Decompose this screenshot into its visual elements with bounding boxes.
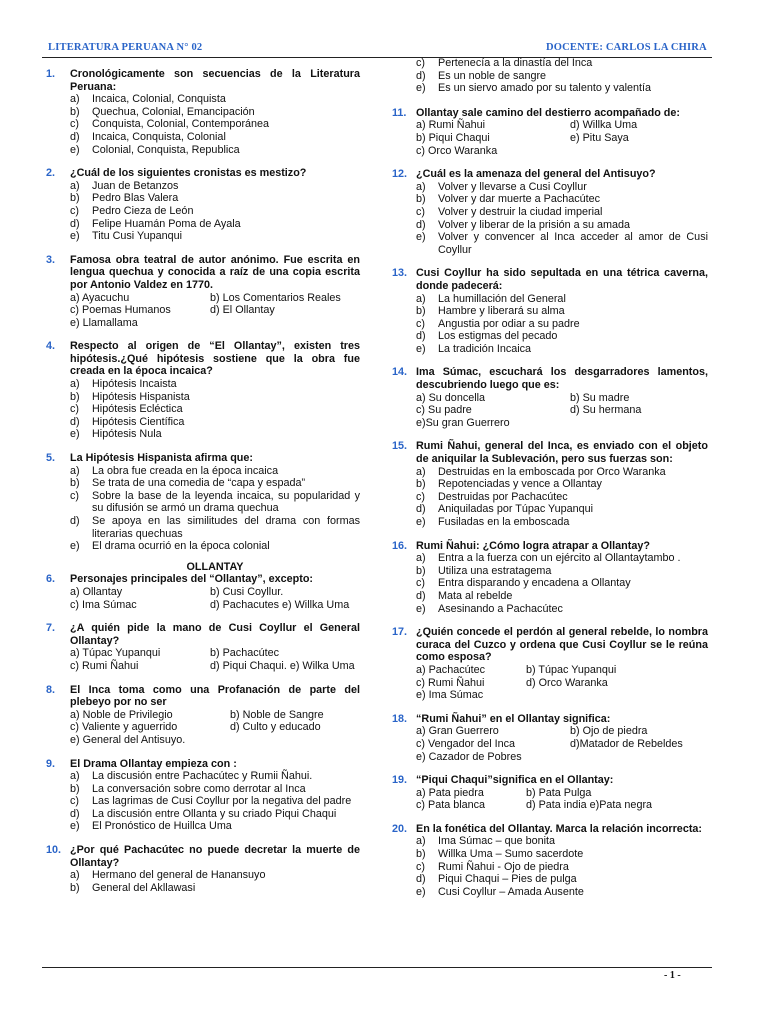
option: c) Pertenecía a la dinastía del Inca xyxy=(416,57,593,69)
option: a) Ima Súmac – que bonita xyxy=(416,835,556,848)
option-row: c) Rumi Ñahui d) Orco Waranka xyxy=(416,676,608,689)
option-row: c) Poemas Humanos d) El Ollantay xyxy=(70,304,275,317)
option-row: a) Pachacútec b) Túpac Yupanqui xyxy=(416,663,617,676)
right-column xyxy=(392,57,708,909)
option: e) Es un siervo amado por su talento y valentía xyxy=(416,82,652,95)
question-7 xyxy=(46,622,360,672)
question-text: La Hipótesis Hispanista afirma que: xyxy=(70,452,253,465)
question-3 xyxy=(46,254,360,330)
option-row: a) Su doncella b) Su madre xyxy=(416,391,630,404)
option-row: e) General del Antisuyo. xyxy=(70,733,186,746)
option-row: e) Cazador de Pobres xyxy=(416,750,522,763)
option: b) Utiliza una estratagema xyxy=(416,564,552,577)
option: e) Hipótesis Nula xyxy=(70,428,162,441)
option: a) La discusión entre Pachacútec y Rumii Ñahui. xyxy=(70,770,313,783)
option-row: e) Llamallama xyxy=(70,316,138,329)
question-text: Cusi Coyllur ha sido sepultada en una tétrica caverna, donde padecerá: xyxy=(416,267,708,292)
option: d) Los estigmas del pecado xyxy=(416,330,558,343)
question-text: Cronológicamente son secuencias de la Literatura Peruana: xyxy=(70,68,360,93)
question-5 xyxy=(46,452,360,553)
option-row: a) Rumi Ñahui d) Willka Uma xyxy=(416,119,638,132)
option-row: c) Su padre d) Su hermana xyxy=(416,404,642,417)
question-number: 17. xyxy=(392,626,408,639)
option: e) Fusiladas en la emboscada xyxy=(416,516,570,528)
question-1 xyxy=(46,68,360,156)
question-number: 7. xyxy=(46,622,56,635)
question-18 xyxy=(392,713,708,763)
question-text: Rumi Ñahui: ¿Cómo logra atrapar a Ollantay? xyxy=(416,539,650,552)
question-14 xyxy=(392,366,708,429)
option-row: c) Orco Waranka xyxy=(416,144,498,157)
option-row: a) Ollantay b) Cusi Coyllur. xyxy=(70,585,284,598)
option: d) Se apoya en las similitudes del drama con formas literarias quechuas xyxy=(70,515,360,540)
question-number: 1. xyxy=(46,68,56,80)
question-number: 9. xyxy=(46,757,56,770)
option: a) Destruidas en la emboscada por Orco Waranka xyxy=(416,465,666,478)
question-number: 4. xyxy=(46,340,56,353)
question-number: 3. xyxy=(46,253,56,266)
question-10 xyxy=(46,844,360,894)
option: a) La humillación del General xyxy=(416,292,566,305)
question-text: ¿Cuál de los siguientes cronistas es mestizo? xyxy=(70,167,307,180)
question-13 xyxy=(392,267,708,355)
option-row: a) Ayacuchu b) Los Comentarios Reales xyxy=(70,291,341,304)
question-text: ¿Por qué Pachacútec no puede decretar la muerte de Ollantay? xyxy=(70,844,360,869)
option: a) Incaica, Colonial, Conquista xyxy=(70,93,226,106)
question-number: 6. xyxy=(46,573,56,586)
option: c) Rumi Ñahui - Ojo de piedra xyxy=(416,860,569,873)
option-row: c) Pata blanca d) Pata india e)Pata negra xyxy=(416,799,653,812)
option-row: c) Valiente y aguerrido d) Culto y educado xyxy=(70,721,321,734)
question-15 xyxy=(392,440,708,528)
option: b) Quechua, Colonial, Emancipación xyxy=(70,105,255,118)
option: c) Sobre la base de la leyenda incaica, su popularidad y su difusión se armó un drama quechua xyxy=(70,489,360,515)
option: b) Pedro Blas Valera xyxy=(70,192,179,205)
question-text: El Inca toma como una Profanación de parte del plebeyo por no ser xyxy=(70,683,360,709)
option: d) Felipe Huamán Poma de Ayala xyxy=(70,217,241,230)
question-number: 19. xyxy=(392,774,408,787)
question-text: Personajes principales del “Ollantay”, excepto: xyxy=(70,573,314,586)
question-number: 20. xyxy=(392,822,408,835)
question-text: Respecto al origen de “El Ollantay”, existen tres hipótesis.¿Qué hipótesis sostiene que la obra fue creada en la época incaica? xyxy=(70,340,360,378)
question-text: En la fonética del Ollantay. Marca la relación incorrecta: xyxy=(416,822,703,835)
option: d) Hipótesis Científica xyxy=(70,415,185,428)
question-text: ¿Cuál es la amenaza del general del Antisuyo? xyxy=(416,168,656,181)
option: b) La conversación sobre como derrotar al Inca xyxy=(70,782,306,795)
option: c) Pedro Cieza de León xyxy=(70,204,194,217)
option: b) Repotenciadas y vence a Ollantay xyxy=(416,478,602,491)
option: a) Hipótesis Incaista xyxy=(70,378,177,391)
option: c) Entra disparando y encadena a Ollantay xyxy=(416,577,631,590)
question-19 xyxy=(392,774,708,812)
option: c) Volver y destruir la ciudad imperial xyxy=(416,205,603,218)
question-9 xyxy=(46,758,360,834)
option: d) La discusión entre Ollanta y su criado Piqui Chaqui xyxy=(70,807,337,820)
question-number: 11. xyxy=(392,106,407,119)
question-text: Rumi Ñahui, general del Inca, es enviado con el objeto de aniquilar la Sublevación, pero sus fuerzas son: xyxy=(416,440,708,466)
option: e) El drama ocurrió en la época colonial xyxy=(70,540,270,553)
option: b) General del Akllawasi xyxy=(70,881,196,894)
option-row: a) Pata piedra b) Pata Pulga xyxy=(416,786,592,799)
question-10-continued xyxy=(392,57,708,95)
question-16 xyxy=(392,540,708,616)
question-number: 16. xyxy=(392,539,408,552)
question-text: Ima Súmac, escuchará los desgarradores lamentos, descubriendo luego que es: xyxy=(416,366,708,392)
option: e) El Pronóstico de Huillca Uma xyxy=(70,820,232,833)
question-number: 12. xyxy=(392,168,408,181)
option: e) Colonial, Conquista, Republica xyxy=(70,143,240,156)
option: c) Conquista, Colonial, Contemporánea xyxy=(70,118,270,131)
option-row: c) Vengador del Inca d)Matador de Rebeldes xyxy=(416,737,683,750)
option: a) Juan de Betanzos xyxy=(70,179,179,192)
option: d) Incaica, Conquista, Colonial xyxy=(70,130,226,143)
question-number: 18. xyxy=(392,712,408,725)
option: e) La tradición Incaica xyxy=(416,342,532,355)
question-number: 13. xyxy=(392,267,408,280)
question-2 xyxy=(46,167,360,243)
option: d) Aniquiladas por Túpac Yupanqui xyxy=(416,503,594,516)
question-number: 5. xyxy=(46,452,56,465)
option: d) Volver y liberar de la prisión a su amada xyxy=(416,218,631,231)
option: a) Hermano del general de Hanansuyo xyxy=(70,869,266,882)
question-20 xyxy=(392,823,708,899)
option: d) Piqui Chaqui – Pies de pulga xyxy=(416,873,577,886)
question-number: 14. xyxy=(392,366,408,379)
option: d) Es un noble de sangre xyxy=(416,69,547,82)
option-row: c) Ima Súmac d) Pachacutes e) Willka Uma xyxy=(70,598,350,611)
question-number: 8. xyxy=(46,683,56,696)
question-4 xyxy=(46,340,360,441)
option: c) Las lagrimas de Cusi Coyllur por la negativa del padre xyxy=(70,795,352,808)
option: b) Willka Uma – Sumo sacerdote xyxy=(416,848,584,861)
question-text: Ollantay sale camino del destierro acompañado de: xyxy=(416,106,681,119)
question-text: ¿Quién concede el perdón al general rebelde, lo nombra curaca del Cuzco y ordena que Cusi Coyllur se le reúna como esposa? xyxy=(416,626,708,664)
left-column xyxy=(46,68,360,905)
question-text: ¿A quién pide la mano de Cusi Coyllur el General Ollantay? xyxy=(70,622,360,647)
question-number: 10. xyxy=(46,844,62,857)
question-17 xyxy=(392,626,708,702)
option: a) Volver y llevarse a Cusi Coyllur xyxy=(416,180,587,193)
option-row: c) Rumi Ñahui d) Piqui Chaqui. e) Wilka Uma xyxy=(70,659,355,672)
option: b) Hipótesis Hispanista xyxy=(70,390,190,403)
option-row: e) Ima Súmac xyxy=(416,689,484,702)
section-title: OLLANTAY xyxy=(186,560,244,573)
option-row: e)Su gran Guerrero xyxy=(416,416,510,429)
question-number: 2. xyxy=(46,167,56,180)
question-text: “Piqui Chaqui”significa en el Ollantay: xyxy=(416,774,614,787)
footer-rule xyxy=(42,967,712,968)
question-text: El Drama Ollantay empieza con : xyxy=(70,757,237,770)
page-number: - 1 - xyxy=(664,970,681,981)
option: c) Angustia por odiar a su padre xyxy=(416,317,580,330)
option: a) La obra fue creada en la época incaica xyxy=(70,464,279,477)
option: c) Destruidas por Pachacútec xyxy=(416,490,568,503)
question-text: “Rumi Ñahui” en el Ollantay significa: xyxy=(416,712,611,725)
option: e) Titu Cusi Yupanqui xyxy=(70,230,183,243)
option: e) Asesinando a Pachacútec xyxy=(416,602,563,615)
header-teacher: DOCENTE: CARLOS LA CHIRA xyxy=(546,42,707,53)
question-8 xyxy=(46,684,360,747)
option: b) Volver y dar muerte a Pachacútec xyxy=(416,193,601,206)
option: c) Hipótesis Ecléctica xyxy=(70,403,183,416)
question-11 xyxy=(392,107,708,157)
option: e) Cusi Coyllur – Amada Ausente xyxy=(416,885,584,898)
option: b) Hambre y liberará su alma xyxy=(416,305,565,318)
option-row: b) Piqui Chaqui e) Pitu Saya xyxy=(416,131,629,144)
option-row: a) Túpac Yupanqui b) Pachacútec xyxy=(70,647,280,660)
question-6 xyxy=(46,573,360,611)
question-12 xyxy=(392,168,708,256)
option-row: a) Gran Guerrero b) Ojo de piedra xyxy=(416,725,648,738)
option: e) Volver y convencer al Inca acceder al amor de Cusi Coyllur xyxy=(416,231,708,256)
option: d) Mata al rebelde xyxy=(416,589,513,602)
option: b) Se trata de una comedia de “capa y espada” xyxy=(70,477,306,490)
header-course-title: LITERATURA PERUANA N° 02 xyxy=(48,42,203,53)
question-number: 15. xyxy=(392,440,408,453)
option-row: a) Noble de Privilegio b) Noble de Sangre xyxy=(70,708,324,721)
option: a) Entra a la fuerza con un ejército al Ollantaytambo . xyxy=(416,552,681,565)
question-text: Famosa obra teatral de autor anónimo. Fue escrita en lengua quechua y conocida a raíz de una copia escrita por Antonio Valdez en 1770. xyxy=(70,253,360,291)
